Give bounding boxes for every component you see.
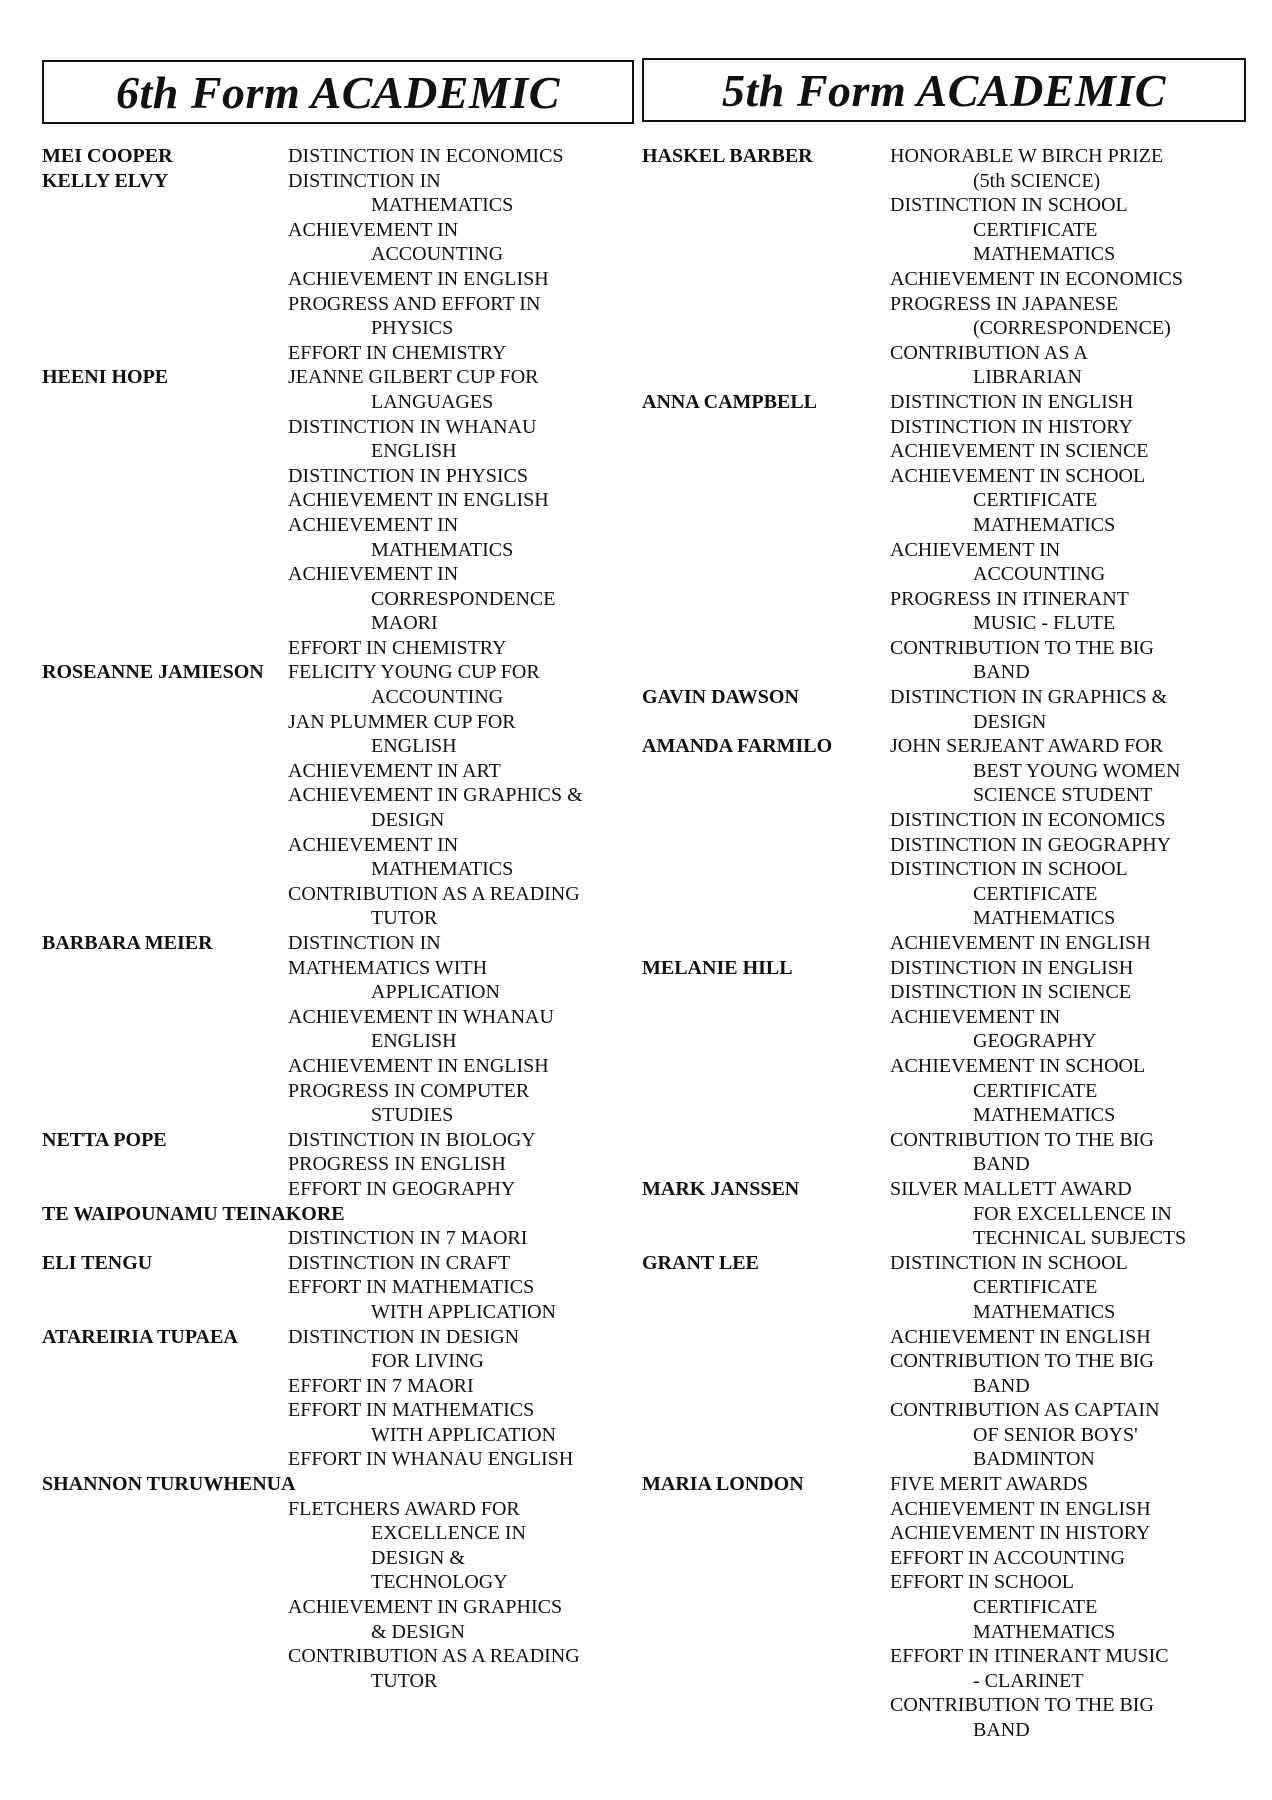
award-line: SILVER MALLETT AWARD	[890, 1177, 1132, 1200]
student-entry	[642, 144, 1252, 390]
award-line: DISTINCTION IN	[288, 932, 441, 954]
award-item	[890, 1251, 1252, 1325]
award-line: EFFORT IN GEOGRAPHY	[288, 1177, 516, 1200]
award-item	[890, 734, 1252, 808]
award-line: MATHEMATICS	[973, 907, 1116, 930]
award-line: OF SENIOR BOYS'	[973, 1423, 1138, 1446]
award-list	[890, 1177, 1252, 1251]
award-item	[288, 1447, 634, 1472]
award-item	[288, 759, 634, 784]
award-line: TECHNOLOGY	[371, 1571, 508, 1594]
award-item	[288, 931, 634, 956]
award-line: ACHIEVEMENT IN SCHOOL	[890, 1054, 1146, 1077]
award-line: BAND	[973, 1719, 1030, 1741]
award-line: SCIENCE STUDENT	[973, 784, 1153, 807]
award-line: FOR EXCELLENCE IN	[973, 1202, 1172, 1225]
student-entry	[642, 1472, 1252, 1743]
award-list	[288, 1251, 634, 1325]
award-line: & DESIGN	[371, 1620, 465, 1643]
fifth-form-award-list	[642, 144, 1252, 1743]
fifth-form-column	[642, 0, 1252, 1800]
award-line: PHYSICS	[371, 317, 454, 340]
student-name: GRANT LEE	[642, 1251, 759, 1274]
award-item	[890, 808, 1252, 833]
award-line: CONTRIBUTION TO THE BIG	[890, 1350, 1154, 1373]
award-item	[288, 1251, 634, 1276]
student-entry	[42, 1128, 634, 1202]
award-line: DISTINCTION IN	[288, 169, 441, 192]
award-item	[288, 1595, 634, 1644]
award-item	[288, 341, 634, 366]
student-name: MARK JANSSEN	[642, 1177, 800, 1200]
award-item	[288, 218, 634, 267]
award-line: ACHIEVEMENT IN HISTORY	[890, 1522, 1151, 1545]
award-item	[890, 538, 1252, 587]
award-item	[288, 292, 634, 341]
award-line: BEST YOUNG WOMEN	[973, 759, 1181, 782]
award-item	[890, 1005, 1252, 1054]
sixth-form-title: 6th Form ACADEMIC	[116, 66, 560, 118]
award-line: ACHIEVEMENT IN ENGLISH	[288, 489, 549, 512]
award-line: CERTIFICATE	[973, 1276, 1098, 1299]
award-item	[288, 710, 634, 759]
award-line: EFFORT IN ITINERANT MUSIC	[890, 1645, 1169, 1668]
award-line: LIBRARIAN	[973, 366, 1082, 389]
sixth-form-column	[42, 0, 634, 1800]
award-line: DISTINCTION IN CRAFT	[288, 1251, 511, 1274]
award-line: MATHEMATICS	[973, 513, 1116, 536]
award-line: DISTINCTION IN BIOLOGY	[288, 1128, 536, 1151]
student-entry	[42, 1472, 634, 1693]
award-item	[890, 1497, 1252, 1522]
award-line: EXCELLENCE IN	[371, 1522, 526, 1545]
student-name: BARBARA MEIER	[42, 932, 213, 954]
student-name: ANNA CAMPBELL	[642, 390, 818, 413]
award-item	[890, 685, 1252, 734]
award-line: LANGUAGES	[371, 390, 494, 413]
sixth-form-header	[42, 60, 634, 124]
award-line: MAORI	[371, 612, 438, 635]
award-item	[288, 956, 634, 1005]
award-item	[890, 833, 1252, 858]
award-item	[890, 1644, 1252, 1693]
award-list	[890, 734, 1252, 955]
student-name: HASKEL BARBER	[642, 145, 813, 167]
student-entry	[642, 1177, 1252, 1251]
award-line: CERTIFICATE	[973, 1596, 1098, 1619]
award-line: MATHEMATICS	[371, 538, 514, 561]
award-item	[288, 833, 634, 882]
award-item	[288, 267, 634, 292]
award-item	[288, 1275, 634, 1324]
award-line: DISTINCTION IN PHYSICS	[288, 464, 529, 487]
award-item	[288, 882, 634, 931]
award-line: ACHIEVEMENT IN ENGLISH	[890, 932, 1151, 954]
award-item	[288, 1374, 634, 1399]
student-name: GAVIN DAWSON	[642, 686, 799, 709]
award-item	[288, 1226, 634, 1251]
award-line: ACHIEVEMENT IN GRAPHICS &	[288, 784, 583, 807]
award-line: (5th SCIENCE)	[973, 169, 1101, 192]
student-name: TE WAIPOUNAMU TEINAKORE	[42, 1202, 345, 1225]
award-line: GEOGRAPHY	[973, 1030, 1097, 1053]
award-list	[890, 390, 1252, 685]
award-item	[890, 857, 1252, 931]
award-line: TECHNICAL SUBJECTS	[973, 1227, 1187, 1250]
student-name: SHANNON TURUWHENUA	[42, 1473, 296, 1496]
student-entry	[42, 365, 634, 660]
student-name: AMANDA FARMILO	[642, 735, 833, 758]
award-item	[288, 415, 634, 464]
award-line: CONTRIBUTION AS A READING	[288, 1645, 580, 1668]
student-name: ELI TENGU	[42, 1251, 153, 1274]
award-line: FLETCHERS AWARD FOR	[288, 1497, 520, 1520]
award-line: ACHIEVEMENT IN ENGLISH	[288, 1054, 549, 1077]
student-name: MARIA LONDON	[642, 1473, 804, 1496]
award-list	[890, 1472, 1252, 1743]
award-line: MATHEMATICS	[973, 1104, 1116, 1127]
award-line: PROGRESS AND EFFORT IN	[288, 292, 541, 315]
award-list	[288, 1325, 634, 1473]
award-line: JAN PLUMMER CUP FOR	[288, 710, 516, 733]
award-line: EFFORT IN CHEMISTRY	[288, 341, 507, 364]
award-line: EFFORT IN MATHEMATICS	[288, 1399, 535, 1422]
award-item	[288, 1398, 634, 1447]
award-item	[288, 365, 634, 414]
award-item	[288, 1177, 634, 1202]
award-item	[890, 341, 1252, 390]
award-item	[288, 1079, 634, 1128]
award-item	[890, 415, 1252, 440]
award-line: PROGRESS IN COMPUTER	[288, 1079, 530, 1102]
award-line: ACCOUNTING	[973, 563, 1106, 586]
award-line: EFFORT IN MATHEMATICS	[288, 1276, 535, 1299]
award-item	[890, 956, 1252, 981]
student-entry	[42, 1202, 634, 1251]
award-line: CERTIFICATE	[973, 882, 1098, 905]
award-line: ACHIEVEMENT IN	[288, 833, 459, 856]
award-line: ACHIEVEMENT IN ENGLISH	[890, 1325, 1151, 1348]
award-line: DISTINCTION IN ECONOMICS	[890, 809, 1166, 832]
award-item	[288, 1152, 634, 1177]
award-line: ACHIEVEMENT IN GRAPHICS	[288, 1596, 563, 1619]
award-item	[288, 1054, 634, 1079]
award-line: JOHN SERJEANT AWARD FOR	[890, 735, 1164, 758]
award-line: ACCOUNTING	[371, 686, 504, 709]
award-item	[890, 636, 1252, 685]
student-entry	[642, 734, 1252, 955]
award-line: DISTINCTION IN ECONOMICS	[288, 145, 564, 167]
student-entry	[642, 390, 1252, 685]
award-list	[288, 1226, 634, 1251]
award-item	[890, 390, 1252, 415]
award-line: CERTIFICATE	[973, 218, 1098, 241]
student-entry	[42, 144, 634, 169]
award-line: MATHEMATICS	[973, 243, 1116, 266]
award-item	[288, 562, 634, 636]
award-line: FOR LIVING	[371, 1350, 484, 1373]
award-line: FELICITY YOUNG CUP FOR	[288, 661, 540, 684]
award-line: ENGLISH	[371, 1030, 457, 1053]
award-line: DISTINCTION IN SCHOOL	[890, 1251, 1128, 1274]
award-list	[288, 931, 634, 1128]
award-item	[890, 1349, 1252, 1398]
student-name: MELANIE HILL	[642, 956, 793, 979]
award-line: APPLICATION	[371, 981, 500, 1004]
award-line: MUSIC - FLUTE	[973, 612, 1116, 635]
award-item	[288, 1005, 634, 1054]
award-line: STUDIES	[371, 1104, 454, 1127]
award-line: JEANNE GILBERT CUP FOR	[288, 366, 539, 389]
award-line: ACHIEVEMENT IN	[288, 563, 459, 586]
award-item	[890, 1128, 1252, 1177]
award-line: ACHIEVEMENT IN	[288, 513, 459, 536]
award-item	[890, 1546, 1252, 1571]
award-line: DESIGN	[371, 809, 445, 832]
award-list	[890, 144, 1252, 390]
award-line: ACHIEVEMENT IN SCHOOL	[890, 464, 1146, 487]
award-item	[890, 1325, 1252, 1350]
award-line: PROGRESS IN ITINERANT	[890, 587, 1129, 610]
award-line: - CLARINET	[973, 1669, 1084, 1692]
award-line: DISTINCTION IN SCHOOL	[890, 858, 1128, 881]
award-line: BAND	[973, 1153, 1030, 1176]
award-line: HONORABLE W BIRCH PRIZE	[890, 145, 1164, 167]
award-line: ACHIEVEMENT IN	[288, 218, 459, 241]
award-line: MATHEMATICS	[371, 194, 514, 217]
student-entry	[642, 1251, 1252, 1472]
award-line: ACHIEVEMENT IN ECONOMICS	[890, 267, 1183, 290]
award-line: DISTINCTION IN ENGLISH	[890, 956, 1134, 979]
award-line: DESIGN &	[371, 1546, 465, 1569]
award-line: DISTINCTION IN GEOGRAPHY	[890, 833, 1172, 856]
award-line: BAND	[973, 661, 1030, 684]
award-line: DISTINCTION IN ENGLISH	[890, 390, 1134, 413]
student-entry	[42, 1251, 634, 1325]
award-line: ACHIEVEMENT IN	[890, 538, 1061, 561]
award-line: CONTRIBUTION AS A READING	[288, 882, 580, 905]
award-item	[890, 1693, 1252, 1742]
award-line: EFFORT IN CHEMISTRY	[288, 636, 507, 659]
student-name: HEENI HOPE	[42, 366, 169, 389]
award-line: ACHIEVEMENT IN WHANAU	[288, 1005, 554, 1028]
award-item	[288, 464, 634, 489]
award-item	[890, 1472, 1252, 1497]
award-item	[288, 1325, 634, 1374]
award-line: EFFORT IN 7 MAORI	[288, 1374, 474, 1397]
award-line: EFFORT IN ACCOUNTING	[890, 1546, 1126, 1569]
award-line: FIVE MERIT AWARDS	[890, 1473, 1089, 1496]
award-list	[890, 956, 1252, 1177]
award-item	[890, 144, 1252, 193]
award-line: CONTRIBUTION AS CAPTAIN	[890, 1399, 1160, 1422]
award-item	[288, 169, 634, 218]
award-list	[288, 169, 634, 366]
award-line: CORRESPONDENCE	[371, 587, 556, 610]
award-line: CONTRIBUTION AS A	[890, 341, 1088, 364]
award-item	[288, 783, 634, 832]
award-line: CERTIFICATE	[973, 489, 1098, 512]
award-item	[288, 1644, 634, 1693]
fifth-form-header	[642, 58, 1246, 122]
award-item	[890, 1398, 1252, 1472]
award-line: ACHIEVEMENT IN SCIENCE	[890, 440, 1149, 463]
award-item	[288, 144, 634, 169]
student-name: ROSEANNE JAMIESON	[42, 661, 264, 684]
award-item	[890, 931, 1252, 956]
award-line: ENGLISH	[371, 735, 457, 758]
award-line: CONTRIBUTION TO THE BIG	[890, 1694, 1154, 1717]
award-list	[890, 1251, 1252, 1472]
student-entry	[42, 660, 634, 931]
award-item	[890, 1521, 1252, 1546]
award-line: (CORRESPONDENCE)	[973, 317, 1171, 340]
award-line: TUTOR	[371, 1669, 438, 1692]
award-line: DISTINCTION IN HISTORY	[890, 415, 1133, 438]
student-name: KELLY ELVY	[42, 169, 169, 192]
award-line: CONTRIBUTION TO THE BIG	[890, 1128, 1154, 1151]
award-item	[288, 488, 634, 513]
award-line: MATHEMATICS WITH	[288, 956, 488, 979]
award-item	[890, 439, 1252, 464]
award-item	[288, 513, 634, 562]
award-line: ACHIEVEMENT IN ENGLISH	[288, 267, 549, 290]
award-line: TUTOR	[371, 907, 438, 930]
award-line: ACHIEVEMENT IN	[890, 1005, 1061, 1028]
award-list	[288, 365, 634, 660]
award-line: EFFORT IN SCHOOL	[890, 1571, 1075, 1594]
student-entry	[642, 685, 1252, 734]
award-line: ACHIEVEMENT IN ART	[288, 759, 501, 782]
award-item	[890, 587, 1252, 636]
award-item	[890, 1054, 1252, 1128]
award-item	[288, 1128, 634, 1153]
award-item	[890, 292, 1252, 341]
award-item	[288, 636, 634, 661]
award-item	[890, 464, 1252, 538]
award-list	[288, 1497, 634, 1694]
student-name: ATAREIRIA TUPAEA	[42, 1325, 238, 1348]
award-line: EFFORT IN WHANAU ENGLISH	[288, 1448, 574, 1471]
award-list	[288, 660, 634, 931]
award-list	[288, 144, 634, 169]
award-line: ACHIEVEMENT IN ENGLISH	[890, 1497, 1151, 1520]
award-line: MATHEMATICS	[973, 1620, 1116, 1643]
award-item	[890, 1177, 1252, 1251]
award-list	[890, 685, 1252, 734]
student-name: NETTA POPE	[42, 1128, 167, 1151]
sixth-form-award-list	[42, 144, 634, 1693]
student-entry	[42, 931, 634, 1128]
award-line: DISTINCTION IN GRAPHICS &	[890, 686, 1168, 709]
award-line: DESIGN	[973, 710, 1047, 733]
award-line: ENGLISH	[371, 440, 457, 463]
award-line: DISTINCTION IN 7 MAORI	[288, 1227, 528, 1250]
award-item	[890, 1570, 1252, 1644]
fifth-form-title: 5th Form ACADEMIC	[722, 64, 1166, 116]
student-name: MEI COOPER	[42, 145, 173, 167]
award-line: ACCOUNTING	[371, 243, 504, 266]
student-entry	[42, 1325, 634, 1473]
award-item	[288, 660, 634, 709]
student-entry	[42, 169, 634, 366]
award-line: MATHEMATICS	[371, 858, 514, 881]
award-line: DISTINCTION IN DESIGN	[288, 1325, 520, 1348]
award-item	[890, 193, 1252, 267]
student-entry	[642, 956, 1252, 1177]
award-line: DISTINCTION IN SCHOOL	[890, 194, 1128, 217]
award-line: PROGRESS IN ENGLISH	[288, 1153, 506, 1176]
award-line: WITH APPLICATION	[371, 1300, 556, 1323]
award-item	[890, 980, 1252, 1005]
award-line: BADMINTON	[973, 1448, 1095, 1471]
award-line: CERTIFICATE	[973, 1079, 1098, 1102]
award-item	[890, 267, 1252, 292]
award-item	[288, 1497, 634, 1595]
award-list	[288, 1128, 634, 1202]
award-line: WITH APPLICATION	[371, 1423, 556, 1446]
award-line: DISTINCTION IN WHANAU	[288, 415, 537, 438]
award-line: PROGRESS IN JAPANESE	[890, 292, 1119, 315]
award-line: MATHEMATICS	[973, 1300, 1116, 1323]
award-line: DISTINCTION IN SCIENCE	[890, 981, 1132, 1004]
award-line: BAND	[973, 1374, 1030, 1397]
award-line: CONTRIBUTION TO THE BIG	[890, 636, 1154, 659]
